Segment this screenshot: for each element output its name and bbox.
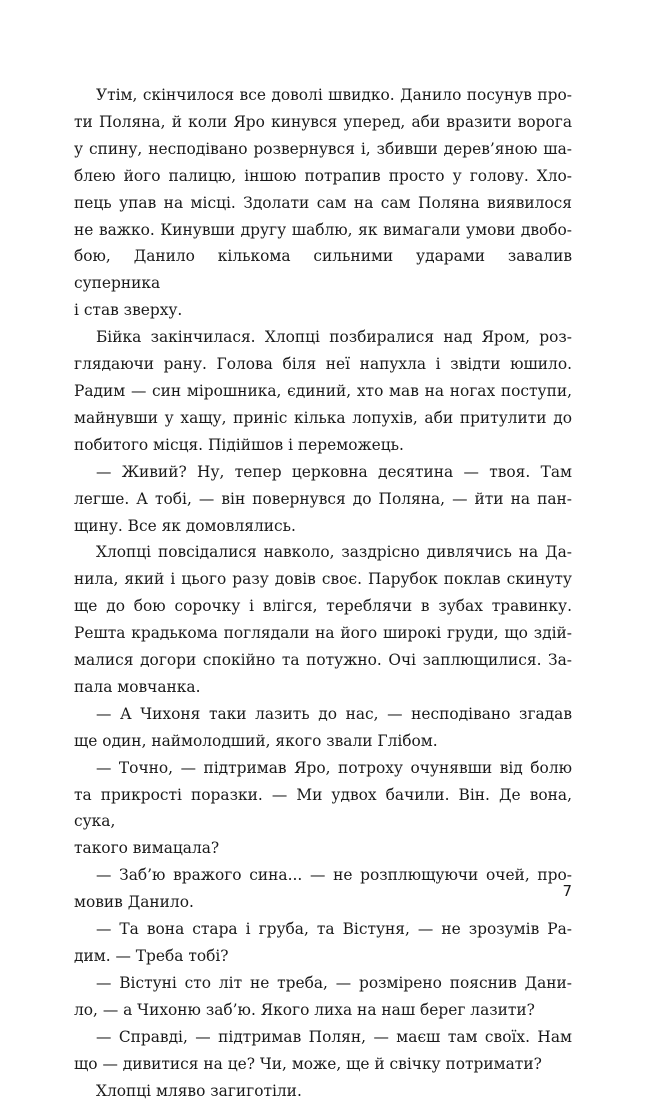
page-number: 7 (562, 882, 572, 900)
text-line: бою, Данило кількома сильними ударами завалив суперника (74, 247, 572, 293)
text-line: Хлопці повсідалися навколо, заздрісно дивлячись на Да- (96, 543, 572, 562)
text-line: глядаючи рану. Голова біля неї напухла і звідти юшило. (74, 355, 572, 374)
text-line: щину. Все як домовлялись. (74, 516, 296, 535)
text-line: та прикрості поразки. — Ми удвох бачили. Він. Де вона, сука, (74, 785, 572, 831)
text-line: — Заб’ю вражого сина... — не розплющуючи очей, про- (96, 866, 572, 885)
text-line: Хлопці мляво загиготіли. (96, 1081, 302, 1100)
text-line: майнувши у хащу, приніс кілька лопухів, аби притулити до (74, 408, 572, 427)
text-line: Радим — син мірошника, єдиний, хто мав на ногах поступи, (74, 381, 572, 400)
text-line: пець упав на місці. Здолати сам на сам Поляна виявилося (74, 193, 572, 212)
text-line: — Живий? Ну, тепер церковна десятина — твоя. Там (96, 462, 572, 481)
text-line: ло, — а Чихоню заб’ю. Якого лиха на наш берег лазити? (74, 1000, 535, 1019)
text-line: малися догори спокійно та потужно. Очі заплющилися. За- (74, 651, 572, 670)
text-line: ще один, наймолодший, якого звали Глібом. (74, 731, 438, 750)
text-line: — А Чихоня таки лазить до нас, — несподівано згадав (96, 704, 572, 723)
text-line: що — дивитися на це? Чи, може, ще й свічку потримати? (74, 1054, 542, 1073)
text-line: ти Поляна, й коли Яро кинувся уперед, аби вразити ворога (74, 112, 572, 131)
text-line: пала мовчанка. (74, 677, 201, 696)
text-line: — Вістуні сто літ не треба, — розмірено пояснив Дани- (96, 973, 572, 992)
text-line: Решта крадькома поглядали на його широкі груди, що здій- (74, 624, 572, 643)
text-line: мовив Данило. (74, 893, 194, 912)
text-line: — Та вона стара і груба, та Вістуня, — не зрозумів Ра- (96, 920, 572, 939)
text-line: — Точно, — підтримав Яро, потроху очунявши від болю (96, 758, 572, 777)
text-line: Утім, скінчилося все доволі швидко. Данило посунув про- (96, 86, 572, 104)
text-line: Бійка закінчилася. Хлопці позбиралися над Яром, роз- (96, 328, 572, 347)
text-line: у спину, несподівано розвернувся і, збивши дерев’яною ша- (74, 139, 572, 158)
text-line: і став зверху. (74, 301, 183, 320)
text-line: ще до бою сорочку і влігся, тереблячи в зубах травинку. (74, 597, 572, 616)
text-line: блею його палицю, іншою потрапив просто у голову. Хло- (74, 166, 572, 185)
text-line: дим. — Треба тобі? (74, 947, 229, 965)
body-text (74, 82, 572, 1104)
text-line: побитого місця. Підійшов і переможець. (74, 435, 404, 454)
text-line: легше. А тобі, — він повернувся до Поляна, — йти на пан- (74, 489, 572, 508)
text-line: не важко. Кинувши другу шаблю, як вимагали умови двобо- (74, 220, 572, 239)
text-line: — Справді, — підтримав Полян, — маєш там своїх. Нам (96, 1027, 572, 1046)
text-line: такого вимацала? (74, 839, 220, 858)
text-line: нила, який і цього разу довів своє. Парубок поклав скинуту (74, 570, 572, 589)
